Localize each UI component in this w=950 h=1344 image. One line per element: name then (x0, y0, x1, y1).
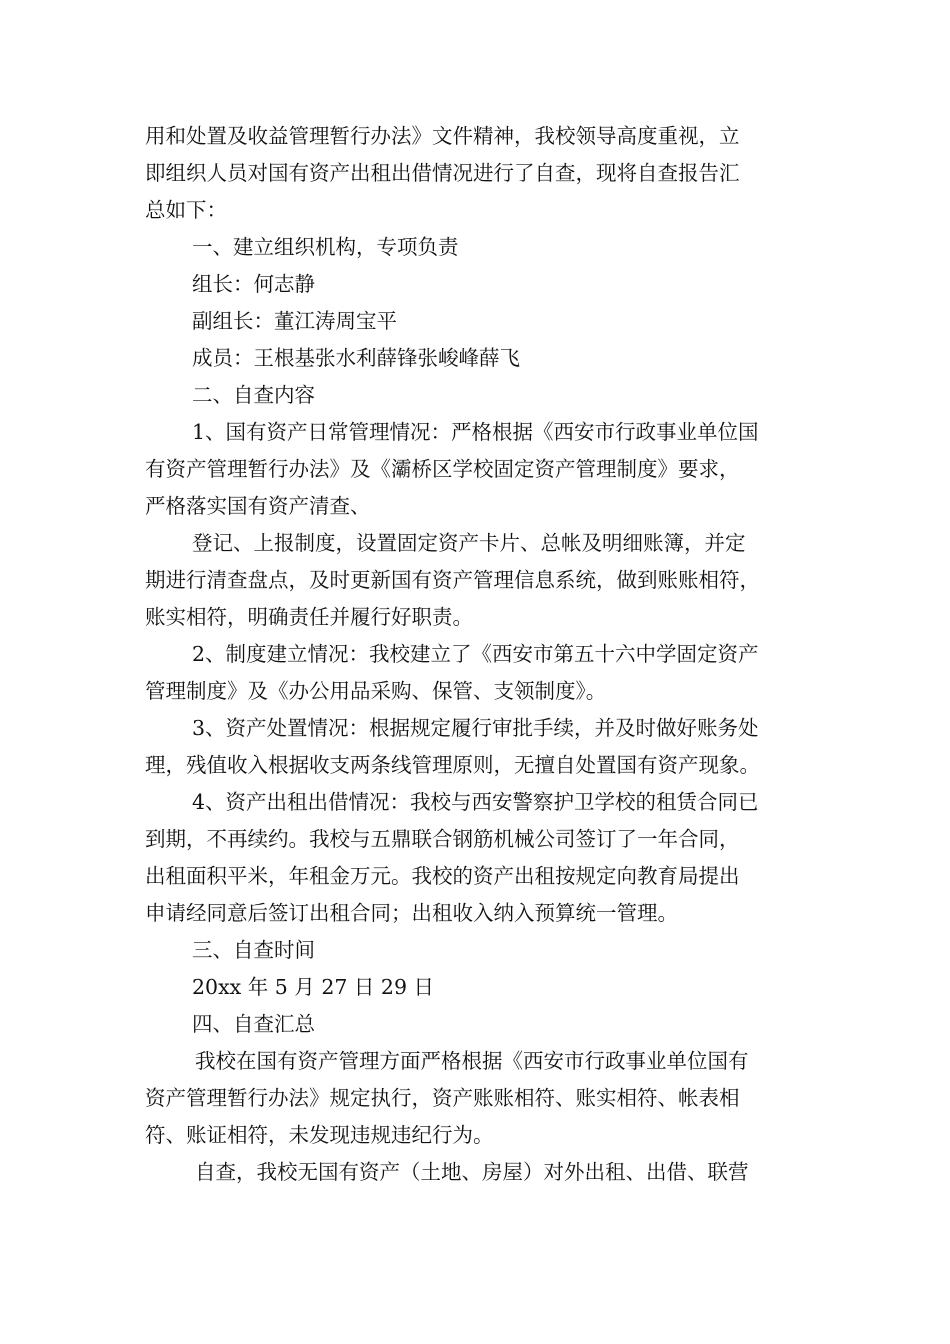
body-line: 账实相符，明确责任并履行好职责。 (145, 605, 473, 629)
body-line: 符、账证相符，未发现违规违纪行为。 (145, 1123, 494, 1147)
body-line: 有资产管理暂行办法》及《灞桥区学校固定资产管理制度》要求， (145, 457, 740, 481)
body-line: 总如下： (145, 198, 227, 222)
body-line: 出租面积平米，年租金万元。我校的资产出租按规定向教育局提出 (145, 864, 740, 888)
body-line: 自查，我校无国有资产（土地、房屋）对外出租、出借、联营 (195, 1160, 749, 1184)
body-line: 2、制度建立情况：我校建立了《西安市第五十六中学固定资产 (192, 642, 759, 666)
date-line: 20xx 年 5 月 27 日 29 日 (192, 975, 435, 999)
section-heading: 二、自查内容 (192, 383, 315, 407)
body-line: 即组织人员对国有资产出租出借情况进行了自查，现将自查报告汇 (145, 161, 740, 185)
document-body (145, 118, 815, 1191)
body-line: 登记、上报制度，设置固定资产卡片、总帐及明细账簿，并定 (192, 531, 746, 555)
body-line: 1、国有资产日常管理情况：严格根据《西安市行政事业单位国 (192, 420, 759, 444)
body-line: 资产管理暂行办法》规定执行，资产账账相符、账实相符、帐表相 (145, 1086, 740, 1110)
body-line: 申请经同意后签订出租合同；出租收入纳入预算统一管理。 (145, 901, 678, 925)
body-line: 我校在国有资产管理方面严格根据《西安市行政事业单位国有 (195, 1049, 749, 1073)
body-line: 成员：王根基张水利薛锋张峻峰薛飞 (192, 346, 520, 370)
body-line: 3、资产处置情况：根据规定履行审批手续，并及时做好账务处 (192, 716, 759, 740)
body-line: 到期，不再续约。我校与五鼎联合钢筋机械公司签订了一年合同， (145, 827, 740, 851)
section-heading: 三、自查时间 (192, 938, 315, 962)
section-heading: 一、建立组织机构，专项负责 (192, 235, 459, 259)
body-line: 组长：何志静 (192, 272, 315, 296)
body-line: 副组长：董江涛周宝平 (192, 309, 397, 333)
body-line: 期进行清查盘点，及时更新国有资产管理信息系统，做到账账相符， (145, 568, 760, 592)
body-line: 理，残值收入根据收支两条线管理原则，无擅自处置国有资产现象。 (145, 753, 760, 777)
body-line: 用和处置及收益管理暂行办法》文件精神，我校领导高度重视，立 (145, 124, 740, 148)
section-heading: 四、自查汇总 (192, 1012, 315, 1036)
body-line: 管理制度》及《办公用品采购、保管、支领制度》。 (145, 679, 607, 703)
body-line: 严格落实国有资产清查、 (145, 494, 371, 518)
body-line: 4、资产出租出借情况：我校与西安警察护卫学校的租赁合同已 (192, 790, 759, 814)
